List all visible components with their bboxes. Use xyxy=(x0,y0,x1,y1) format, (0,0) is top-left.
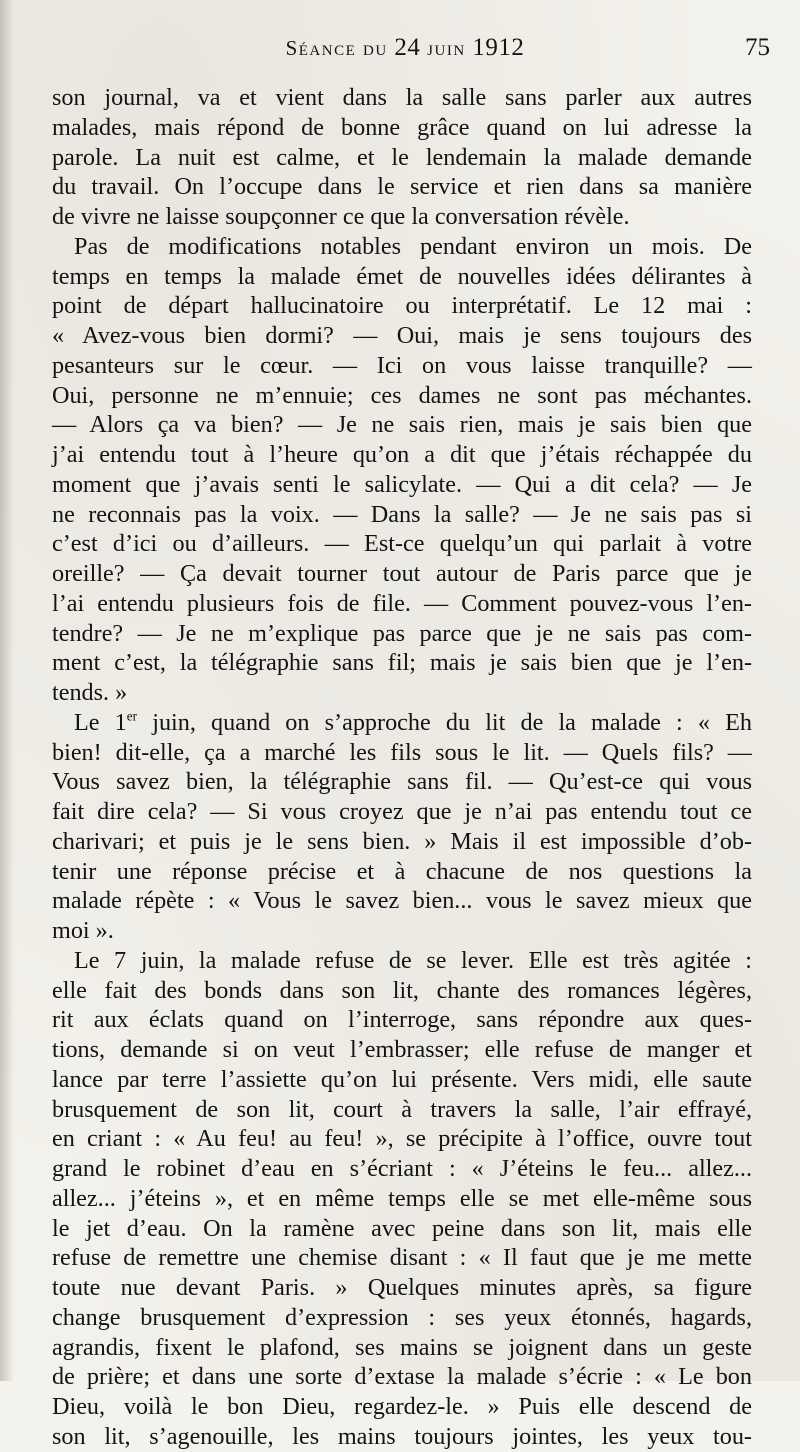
text-line: ne reconnais pas la voix. — Dans la salle? — Je ne sais pas si xyxy=(52,500,752,528)
text-line: Vous savez bien, la télégraphie sans fil. — Qu’est-ce qui vous xyxy=(52,768,752,796)
text-line: parole. La nuit est calme, et le lendemain la malade demande xyxy=(52,143,752,171)
running-head-day: 24 xyxy=(394,34,421,61)
text-line: — Alors ça va bien? — Je ne sais rien, mais je sais bien que xyxy=(52,411,752,439)
text-line: change brusquement d’expression : ses yeux étonnés, hagards, xyxy=(52,1303,752,1331)
text-line: refuse de remettre une chemise disant : « Il faut que je me mette xyxy=(52,1244,752,1272)
text-line: agrandis, fixent le plafond, ses mains se joignent dans un geste xyxy=(52,1333,752,1361)
text-line: de prière; et dans une sorte d’extase la malade s’écrie : « Le bon xyxy=(52,1363,752,1391)
text-line: moment que j’avais senti le salicylate. — Qui a dit cela? — Je xyxy=(52,470,752,498)
text-line: fait dire cela? — Si vous croyez que je n’ai pas entendu tout ce xyxy=(52,798,752,825)
text-line: du travail. On l’occupe dans le service et rien dans sa manière xyxy=(52,173,752,201)
text-line: Pas de modifications notables pendant environ un mois. De xyxy=(74,232,752,260)
text-line xyxy=(52,708,752,738)
text-line: tends. » xyxy=(52,679,128,706)
body-text xyxy=(52,83,752,1452)
text-line: point de départ hallucinatoire ou interprétatif. Le 12 mai : xyxy=(52,292,752,320)
text-line: j’ai entendu tout à l’heure qu’on a dit que j’étais réchappée du xyxy=(52,441,752,468)
text-line: son lit, s’agenouille, les mains toujours jointes, les yeux tou- xyxy=(52,1422,752,1450)
text-line: « Avez-vous bien dormi? — Oui, mais je sens toujours des xyxy=(52,322,752,349)
text-line: tendre? — Je ne m’explique pas parce que je ne sais pas com- xyxy=(52,619,752,647)
page-number: 75 xyxy=(745,34,770,61)
text-line: Oui, personne ne m’ennuie; ces dames ne sont pas méchantes. xyxy=(52,381,752,409)
page-header xyxy=(40,34,770,74)
text-line: malade répète : « Vous le savez bien... vous le savez mieux que xyxy=(52,887,752,915)
text-line: lance par terre l’assiette qu’on lui présente. Vers midi, elle saute xyxy=(52,1065,752,1093)
running-head-year: 1912 xyxy=(472,34,525,61)
text-line: grand le robinet d’eau en s’écriant : « J’éteins le feu... allez... xyxy=(52,1155,752,1182)
date-prefix: Le 1 xyxy=(74,708,127,736)
text-line: brusquement de son lit, court à travers la salle, l’air effrayé, xyxy=(52,1095,752,1123)
text-line: c’est d’ici ou d’ailleurs. — Est-ce quelqu’un qui parlait à votre xyxy=(52,530,752,558)
text-line: en criant : « Au feu! au feu! », se précipite à l’office, ouvre tout xyxy=(52,1125,752,1153)
text-line: ment c’est, la télégraphie sans fil; mais je sais bien que je l’en- xyxy=(52,649,752,677)
text-line: tions, demande si on veut l’embrasser; elle refuse de manger et xyxy=(52,1036,752,1063)
text-line: Le 7 juin, la malade refuse de se lever. Elle est très agitée : xyxy=(74,946,752,974)
ordinal-superscript: er xyxy=(126,708,138,724)
text-line: moi ». xyxy=(52,917,114,944)
text-line: oreille? — Ça devait tourner tout autour de Paris parce que je xyxy=(52,560,752,587)
text-line: rit aux éclats quand on l’interroge, sans répondre aux ques- xyxy=(52,1006,752,1034)
line-rest: juin, quand on s’approche du lit de la malade : « Eh xyxy=(137,708,752,736)
text-line: tenir une réponse précise et à chacune de nos questions la xyxy=(52,857,752,885)
text-line: pesanteurs sur le cœur. — Ici on vous laisse tranquille? — xyxy=(52,351,752,379)
binding-shadow xyxy=(0,0,14,1381)
text-line: temps en temps la malade émet de nouvelles idées délirantes à xyxy=(52,262,752,290)
text-line: toute nue devant Paris. » Quelques minutes après, sa figure xyxy=(52,1274,752,1301)
text-line: charivari; et puis je le sens bien. » Mais il est impossible d’ob- xyxy=(52,827,752,855)
text-line: elle fait des bonds dans son lit, chante des romances légères, xyxy=(52,976,752,1004)
text-line: malades, mais répond de bonne grâce quand on lui adresse la xyxy=(52,113,752,141)
running-head-seance: Séance du xyxy=(285,36,388,60)
running-head xyxy=(40,34,770,62)
text-line: allez... j’éteins », et en même temps elle se met elle-même sous xyxy=(52,1184,752,1212)
text-line: Dieu, voilà le bon Dieu, regardez-le. » Puis elle descend de xyxy=(52,1393,752,1420)
text-line: l’ai entendu plusieurs fois de file. — Comment pouvez-vous l’en- xyxy=(52,589,752,617)
text-line: bien! dit-elle, ça a marché les fils sous le lit. — Quels fils? — xyxy=(52,738,752,766)
running-head-month: juin xyxy=(427,36,466,60)
text-line: son journal, va et vient dans la salle sans parler aux autres xyxy=(52,84,752,111)
text-line: de vivre ne laisse soupçonner ce que la conversation révèle. xyxy=(52,203,630,230)
text-line: le jet d’eau. On la ramène avec peine dans son lit, mais elle xyxy=(52,1214,752,1242)
